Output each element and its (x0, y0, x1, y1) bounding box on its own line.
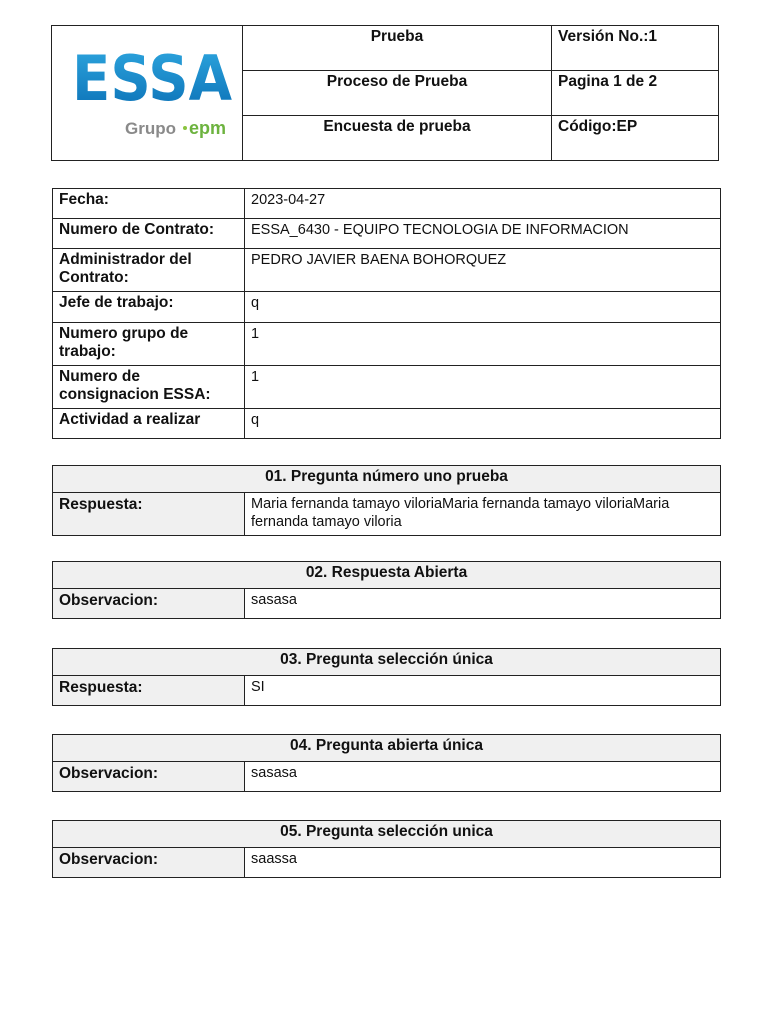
info-value: 1 (245, 366, 721, 409)
answer-value: SI (245, 676, 721, 706)
question-block-3 (52, 648, 721, 706)
info-label: Jefe de trabajo: (53, 292, 245, 323)
question-title: 05. Pregunta selección unica (53, 821, 721, 848)
info-value: q (245, 409, 721, 439)
question-block-5 (52, 820, 721, 878)
info-label: Administrador del Contrato: (53, 249, 245, 292)
table-row (53, 323, 721, 366)
logo-group-text: Grupo (125, 118, 176, 138)
answer-value: saassa (245, 848, 721, 878)
info-value: q (245, 292, 721, 323)
question-title: 04. Pregunta abierta única (53, 735, 721, 762)
info-label: Fecha: (53, 189, 245, 219)
info-label: Numero grupo de trabajo: (53, 323, 245, 366)
info-value: 1 (245, 323, 721, 366)
document-header (51, 25, 719, 161)
info-value: 2023-04-27 (245, 189, 721, 219)
header-code: Código:EP (552, 116, 719, 161)
answer-label: Respuesta: (53, 676, 245, 706)
info-value: PEDRO JAVIER BAENA BOHORQUEZ (245, 249, 721, 292)
logo-epm-text: epm (189, 117, 227, 138)
answer-label: Observacion: (53, 848, 245, 878)
answer-value: Maria fernanda tamayo viloriaMaria fernanda tamayo viloriaMaria fernanda tamayo viloria (245, 493, 721, 536)
table-row (53, 249, 721, 292)
question-title: 03. Pregunta selección única (53, 649, 721, 676)
info-label: Actividad a realizar (53, 409, 245, 439)
logo-dot-icon (183, 126, 187, 130)
contract-info-table (52, 188, 721, 439)
info-value: ESSA_6430 - EQUIPO TECNOLOGIA DE INFORMACION (245, 219, 721, 249)
header-process: Proceso de Prueba (243, 71, 552, 116)
answer-label: Observacion: (53, 589, 245, 619)
question-block-2 (52, 561, 721, 619)
table-row (53, 219, 721, 249)
essa-logo (52, 26, 243, 161)
header-survey: Encuesta de prueba (243, 116, 552, 161)
table-row (53, 292, 721, 323)
table-row (53, 366, 721, 409)
header-title: Prueba (243, 26, 552, 71)
answer-label: Respuesta: (53, 493, 245, 536)
question-title: 01. Pregunta número uno prueba (53, 466, 721, 493)
answer-value: sasasa (245, 762, 721, 792)
info-label: Numero de Contrato: (53, 219, 245, 249)
header-version: Versión No.:1 (552, 26, 719, 71)
answer-label: Observacion: (53, 762, 245, 792)
logo-wordmark: ESSA (72, 41, 233, 115)
answer-value: sasasa (245, 589, 721, 619)
question-block-1 (52, 465, 721, 536)
table-row (53, 189, 721, 219)
header-page: Pagina 1 de 2 (552, 71, 719, 116)
question-block-4 (52, 734, 721, 792)
info-label: Numero de consignacion ESSA: (53, 366, 245, 409)
essa-logo-graphic (52, 28, 243, 154)
question-title: 02. Respuesta Abierta (53, 562, 721, 589)
table-row (53, 409, 721, 439)
